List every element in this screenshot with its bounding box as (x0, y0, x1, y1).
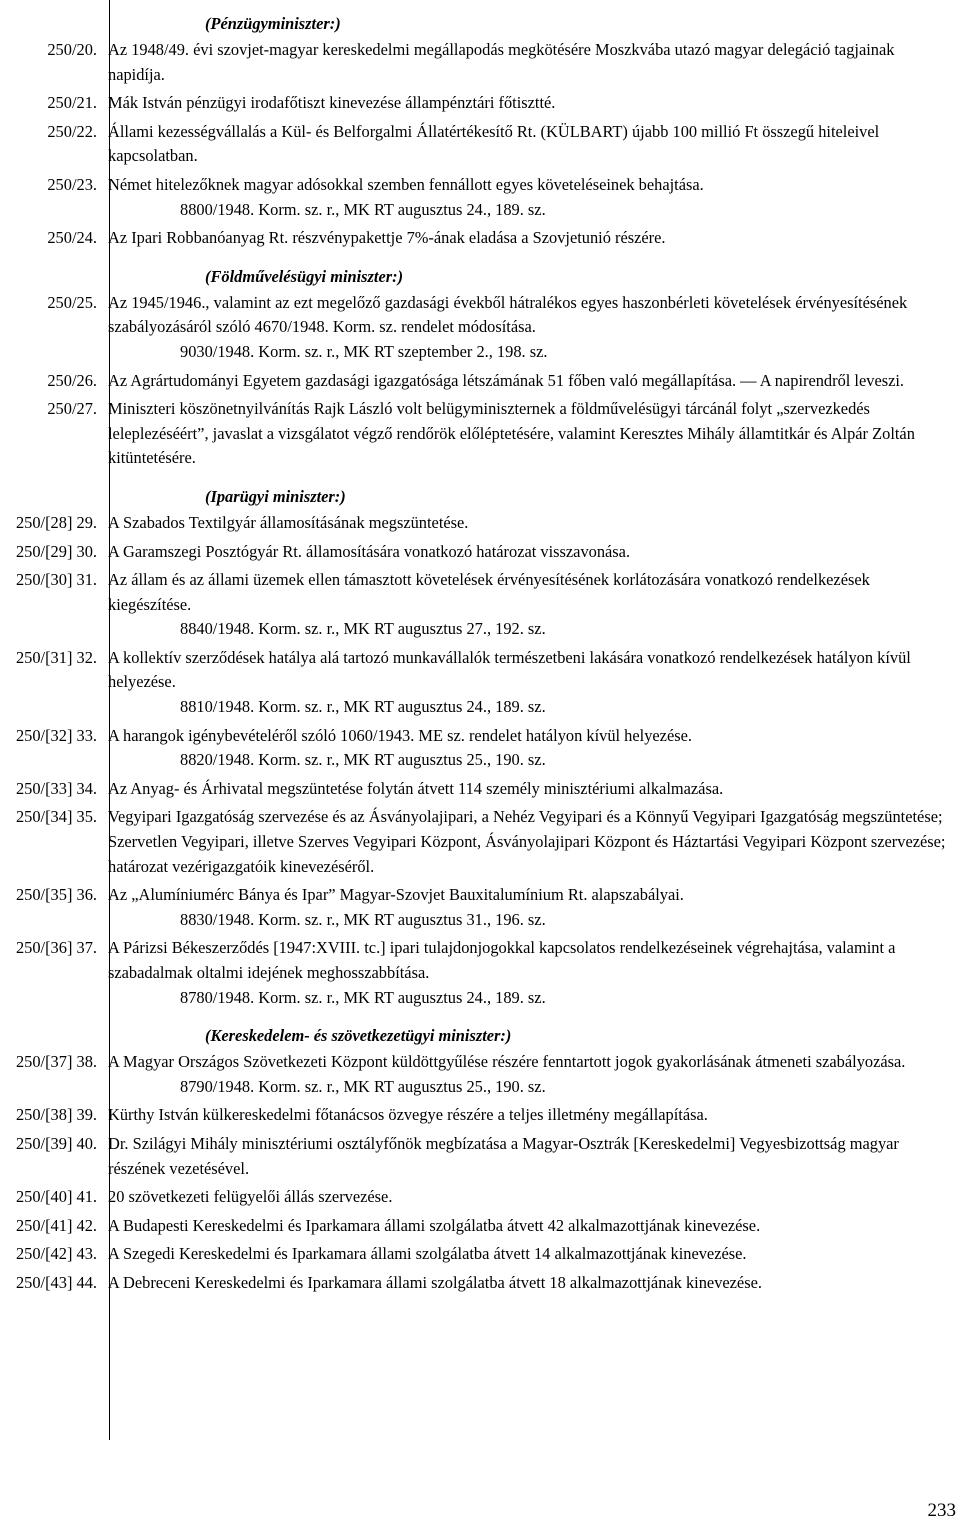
decree-reference: 8800/1948. Korm. sz. r., MK RT augusztus 24., 189. sz. (180, 199, 546, 219)
item-number: 250/26. (47, 370, 97, 390)
item-number: 250/[29] 30. (15, 541, 97, 561)
item-number: 250/[41] 42. (15, 1215, 97, 1235)
item-paragraph: határozat vezérigazgatóik kinevezéséről. (108, 856, 375, 876)
item-text (108, 568, 960, 642)
decree-reference: 8810/1948. Korm. sz. r., MK RT augusztus 24., 189. sz. (180, 697, 546, 717)
item-number: 250/[34] 35. (15, 807, 97, 827)
agenda-item (0, 883, 960, 932)
item-number: 250/[36] 37. (15, 938, 97, 958)
item-paragraph: A Budapesti Kereskedelmi és Iparkamara állami szolgálatba átvett 42 alkalmazottjának kinevezése. (108, 1215, 761, 1235)
agenda-item (0, 91, 960, 116)
item-number: 250/25. (47, 292, 97, 312)
item-number: 250/27. (47, 399, 97, 419)
item-text (108, 369, 960, 394)
agenda-item (0, 38, 960, 87)
decree-reference: 8840/1948. Korm. sz. r., MK RT augusztus 27., 192. sz. (180, 619, 546, 639)
item-paragraph: Miniszteri köszönetnyilvánítás Rajk László volt belügyminiszternek a földművelésügyi tárcánál folyt „szervezkedés leleplezéséért”, javaslat a vizsgálatot végző rendőrök előléptetésére, valamint Keresztes Mihály államtitkár és Alpár Zoltán kitüntetésére. (108, 399, 915, 468)
item-paragraph: Vegyipari Igazgatóság szervezése és az Ásványolajipari, a Nehéz Vegyipari és a Könnyű Vegyipari Igazgatóság megszüntetése; (108, 807, 943, 827)
agenda-item (0, 1185, 960, 1210)
item-text (108, 291, 960, 365)
section-heading: (Iparügyi miniszter:) (205, 486, 346, 506)
item-paragraph: Kürthy István külkereskedelmi főtanácsos özvegye részére a teljes illetmény megállapítása. (108, 1105, 708, 1125)
agenda-item (0, 724, 960, 773)
decree-reference: 8820/1948. Korm. sz. r., MK RT augusztus 25., 190. sz. (180, 750, 546, 770)
section (0, 263, 960, 471)
agenda-item (0, 1271, 960, 1296)
agenda-item (0, 540, 960, 565)
item-paragraph: A kollektív szerződések hatálya alá tartozó munkavállalók természetbeni lakására vonatkozó rendelkezések hatályon kívül helyezése. (108, 647, 911, 692)
agenda-item (0, 1132, 960, 1181)
agenda-item (0, 936, 960, 1010)
item-paragraph: A Szabados Textilgyár államosításának megszüntetése. (108, 512, 469, 532)
item-paragraph: Az Ipari Robbanóanyag Rt. részvénypakettje 7%-ának eladása a Szovjetunió részére. (108, 228, 666, 248)
agenda-item (0, 397, 960, 471)
section-heading: (Kereskedelem- és szövetkezetügyi miniszter:) (205, 1026, 512, 1046)
agenda-item (0, 369, 960, 394)
item-text (108, 646, 960, 720)
item-paragraph: A Magyar Országos Szövetkezeti Központ küldöttgyűlése részére fenntartott jogok gyakorlásának átmeneti szabályozása. (108, 1052, 906, 1072)
item-text (108, 777, 960, 802)
section (0, 10, 960, 251)
item-paragraph: A Párizsi Békeszerződés [1947:XVIII. tc.] ipari tulajdonjogokkal kapcsolatos rendelkezéseinek végrehajtása, valamint a szabadalmak oltalmi idejének meghosszabbítása. (108, 938, 896, 982)
section (0, 1022, 960, 1295)
item-paragraph: A Garamszegi Posztógyár Rt. államosítására vonatkozó határozat visszavonása. (108, 541, 631, 561)
item-paragraph: A Szegedi Kereskedelmi és Iparkamara állami szolgálatba átvett 14 alkalmazottjának kinevezése. (108, 1244, 747, 1264)
item-text (108, 38, 960, 87)
agenda-item (0, 511, 960, 536)
agenda-item (0, 805, 960, 879)
item-text (108, 226, 960, 251)
item-paragraph: Az 1948/49. évi szovjet-magyar kereskedelmi megállapodás megkötésére Moszkvába utazó magyar delegáció tagjainak napidíja. (108, 40, 895, 84)
agenda-item (0, 1242, 960, 1267)
item-text (108, 1185, 960, 1210)
agenda-item (0, 1050, 960, 1099)
section (0, 483, 960, 1010)
agenda-item (0, 291, 960, 365)
item-paragraph: 20 szövetkezeti felügyelői állás szervezése. (108, 1187, 393, 1207)
item-number: 250/[30] 31. (15, 570, 97, 590)
item-paragraph: Német hitelezőknek magyar adósokkal szemben fennállott egyes követeléseinek behajtása. (108, 174, 704, 194)
item-text (108, 1103, 960, 1128)
item-paragraph: Az „Alumíniumérc Bánya és Ipar” Magyar-Szovjet Bauxitalumínium Rt. alapszabályai. (108, 885, 684, 905)
item-text (108, 724, 960, 773)
section-heading: (Pénzügyminiszter:) (205, 14, 341, 33)
decree-reference: 8780/1948. Korm. sz. r., MK RT augusztus 24., 189. sz. (180, 987, 546, 1007)
item-number: 250/[38] 39. (15, 1105, 97, 1125)
item-number: 250/[33] 34. (15, 778, 97, 798)
item-paragraph: Szervetlen Vegyipari, illetve Szerves Vegyipari Központ, Ásványolajipari Központ és Háztartási Vegyipari Központ szervezése; (108, 832, 946, 852)
item-paragraph: Állami kezességvállalás a Kül- és Belforgalmi Állatértékesítő Rt. (KÜLBART) újabb 100 millió Ft összegű hiteleivel kapcsolatban. (108, 121, 880, 166)
item-number: 250/20. (47, 40, 97, 59)
agenda-item (0, 1103, 960, 1128)
section-heading: (Földművelésügyi miniszter:) (205, 266, 404, 286)
item-paragraph: Az állam és az állami üzemek ellen támasztott követelések érvényesítésének korlátozására vonatkozó rendelkezések kiegészítése. (108, 570, 870, 614)
item-paragraph: A harangok igénybevételéről szóló 1060/1943. ME sz. rendelet hatályon kívül helyezése. (108, 725, 692, 745)
item-text (108, 511, 960, 536)
item-text (108, 173, 960, 222)
item-text (108, 397, 960, 471)
item-paragraph: Az 1945/1946., valamint az ezt megelőző gazdasági évekből hátralékos egyes haszonbérleti követelések érvényesítésének szabályozásáról szóló 4670/1948. Korm. sz. rendelet módosítása. (108, 292, 908, 337)
document-body (0, 10, 960, 1300)
item-number: 250/[28] 29. (15, 512, 97, 532)
agenda-item (0, 646, 960, 720)
agenda-item (0, 568, 960, 642)
item-paragraph: A Debreceni Kereskedelmi és Iparkamara állami szolgálatba átvett 18 alkalmazottjának kinevezése. (108, 1272, 762, 1292)
item-text (108, 883, 960, 932)
item-paragraph: Az Anyag- és Árhivatal megszüntetése folytán átvett 114 személy minisztériumi alkalmazása. (108, 778, 724, 798)
item-number: 250/23. (47, 174, 97, 194)
item-number: 250/24. (47, 228, 97, 248)
item-text (108, 120, 960, 169)
item-number: 250/[35] 36. (15, 885, 97, 905)
item-number: 250/[42] 43. (15, 1244, 97, 1264)
agenda-item (0, 226, 960, 251)
item-text (108, 1132, 960, 1181)
item-text (108, 1271, 960, 1296)
item-number: 250/21. (47, 93, 97, 113)
item-paragraph: Dr. Szilágyi Mihály minisztériumi osztályfőnök megbízatása a Magyar-Osztrák [Kereskedelmi] Vegyesbizottság magyar részének vezetésével. (108, 1133, 899, 1178)
decree-reference: 8830/1948. Korm. sz. r., MK RT augusztus 31., 196. sz. (180, 909, 546, 929)
item-paragraph: Az Agrártudományi Egyetem gazdasági igazgatósága létszámának 51 főben való megállapítása. ― A napirendről leveszi. (108, 370, 905, 390)
item-text (108, 1214, 960, 1239)
item-text (108, 1050, 960, 1099)
agenda-item (0, 120, 960, 169)
page-number: 233 (927, 1500, 956, 1522)
item-number: 250/22. (47, 121, 97, 141)
agenda-item (0, 777, 960, 802)
decree-reference: 9030/1948. Korm. sz. r., MK RT szeptember 2., 198. sz. (180, 341, 548, 361)
item-text (108, 91, 960, 116)
agenda-item (0, 173, 960, 222)
item-text (108, 540, 960, 565)
item-number: 250/[40] 41. (15, 1187, 97, 1207)
item-number: 250/[31] 32. (15, 647, 97, 667)
agenda-item (0, 1214, 960, 1239)
item-number: 250/[39] 40. (15, 1133, 97, 1153)
item-number: 250/[37] 38. (15, 1052, 97, 1072)
decree-reference: 8790/1948. Korm. sz. r., MK RT augusztus 25., 190. sz. (180, 1076, 546, 1096)
item-text (108, 936, 960, 1010)
item-paragraph: Mák István pénzügyi irodafőtiszt kinevezése állampénztári főtisztté. (108, 93, 556, 113)
item-text (108, 1242, 960, 1267)
item-text (108, 805, 960, 879)
item-number: 250/[43] 44. (15, 1272, 97, 1292)
item-number: 250/[32] 33. (15, 725, 97, 745)
